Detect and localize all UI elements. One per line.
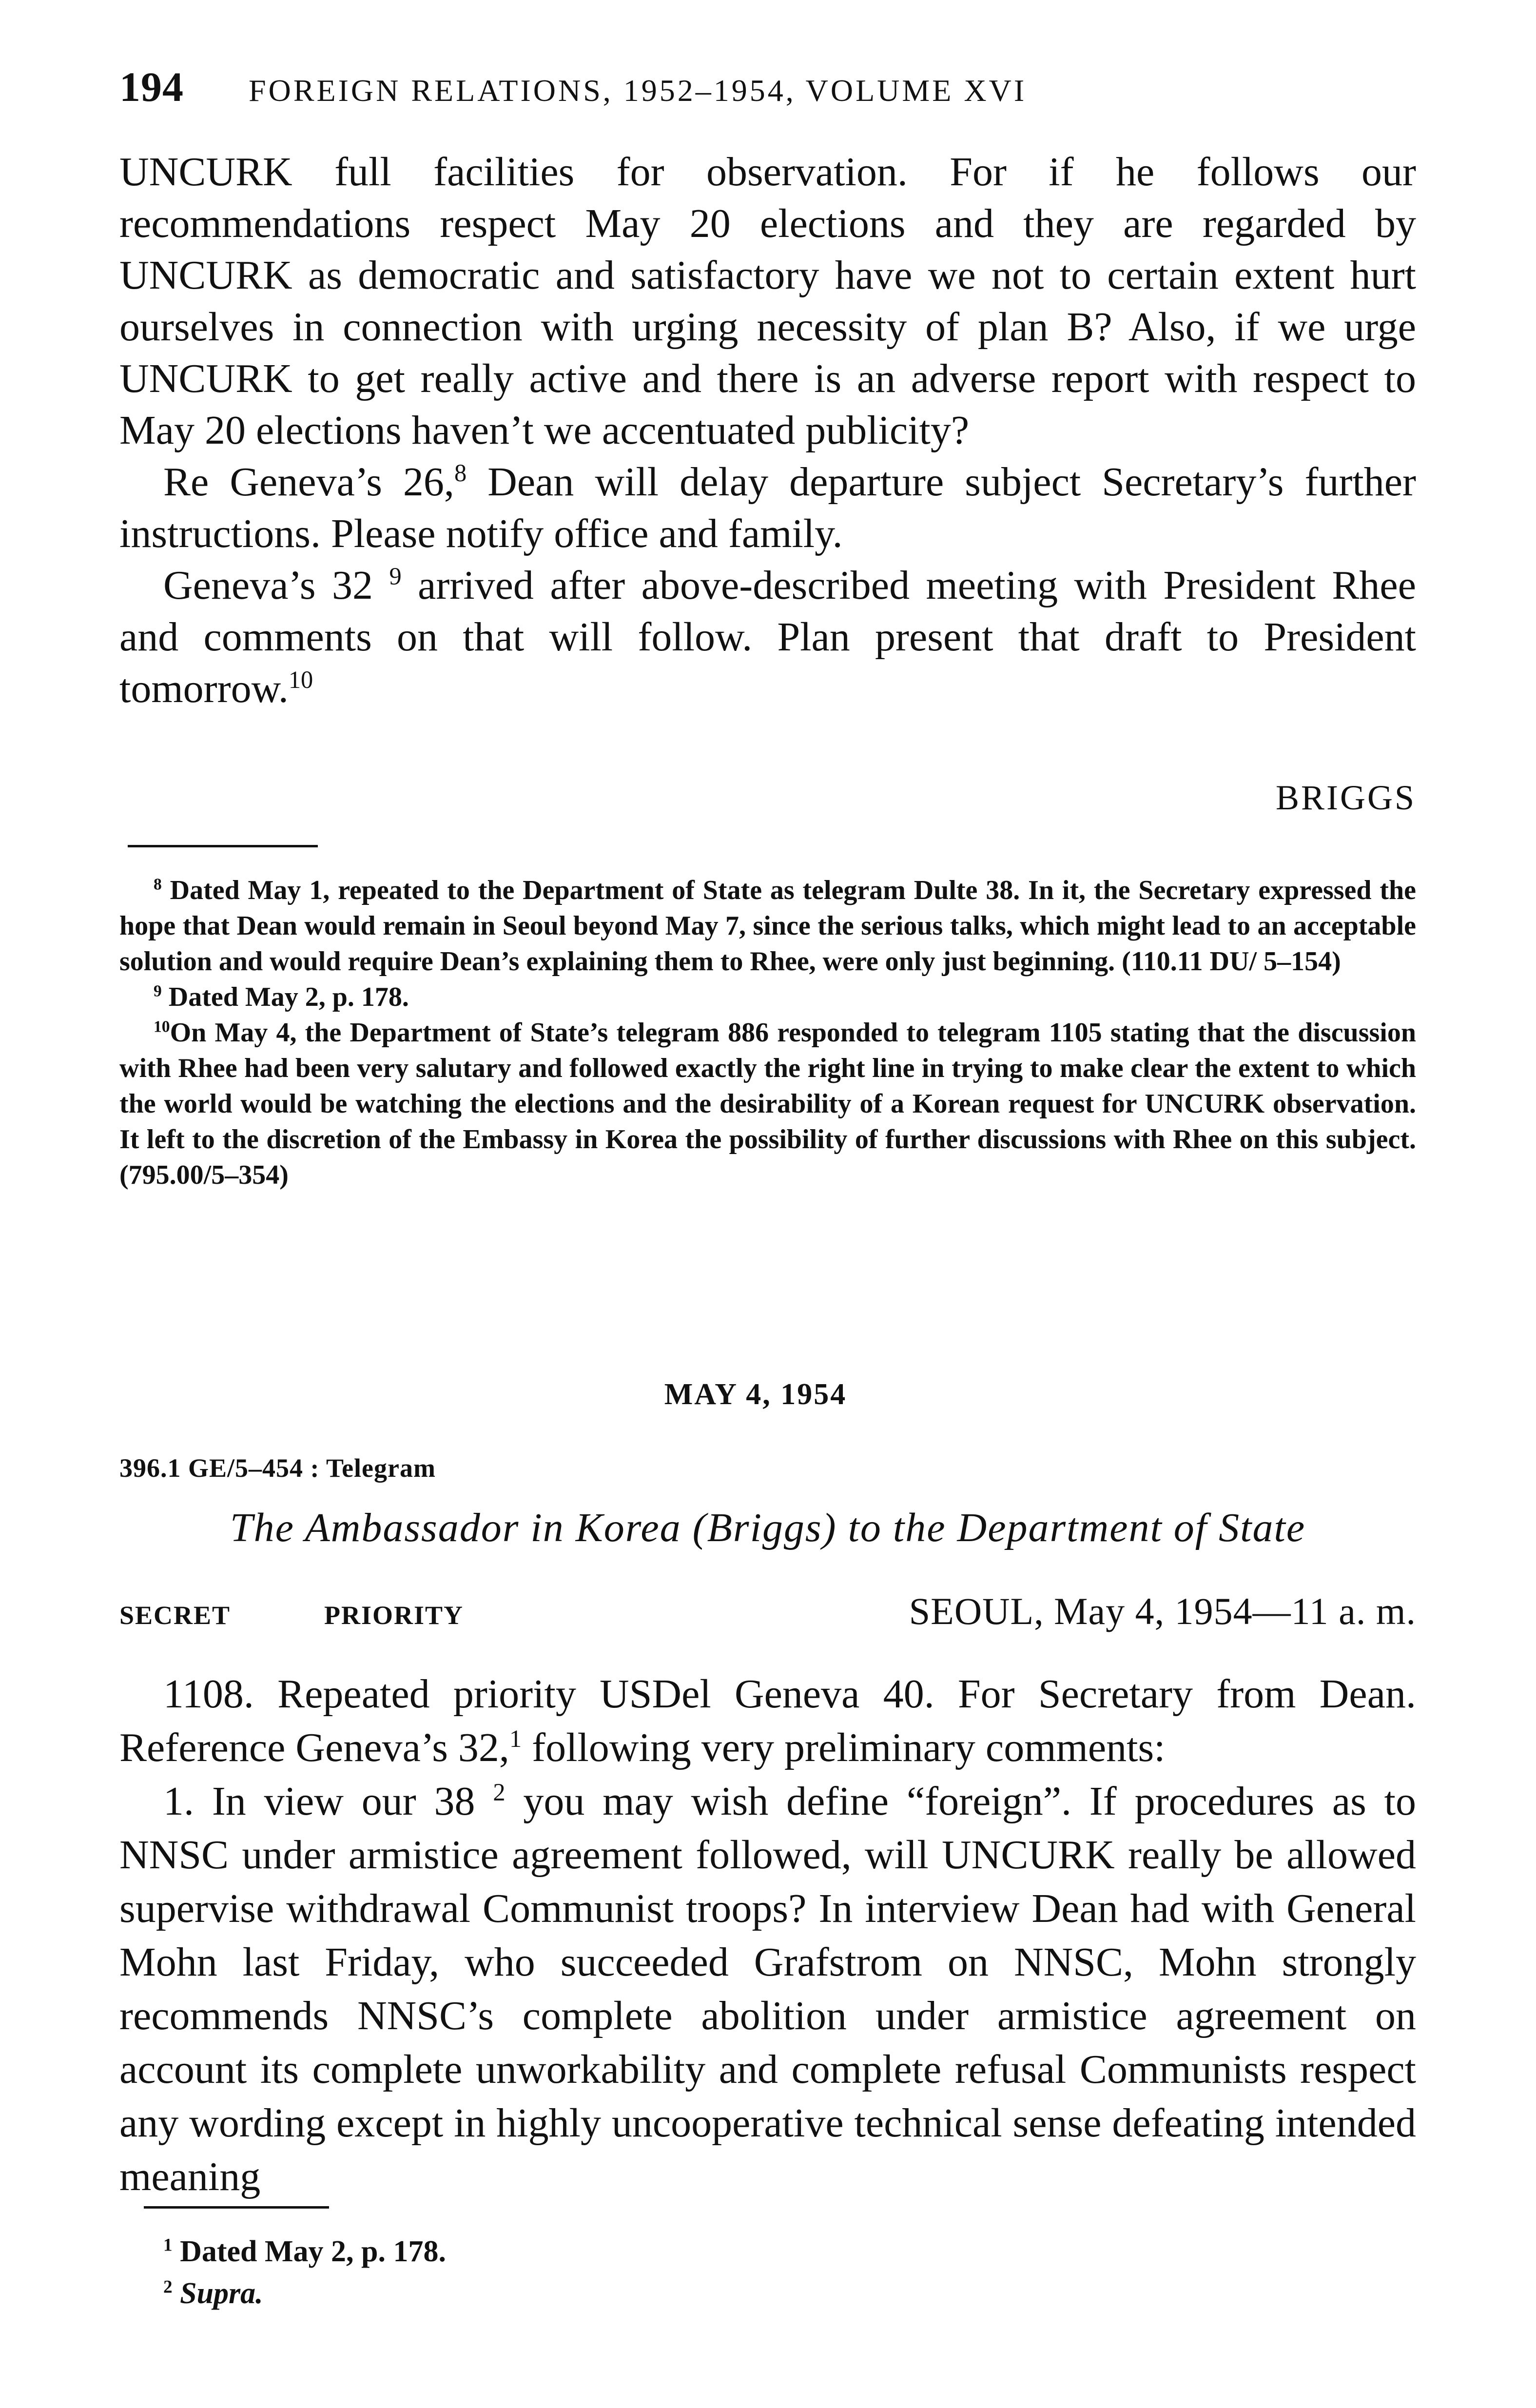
body-paragraph: UNCURK full facilities for observation. For if he follows our recommendations respect May 20 elections and they are regarded by UNCURK as democratic and satisfactory have we not to certain extent hurt ourselves in connection with urging necessity of plan B? Also, if we urge UNCURK to get really active and there is an adverse report with respect to May 20 elections haven’t we accentuated publicity? [119,149,1416,453]
page-header [119,62,1416,116]
footnote: $^9$ Dated May 2, p. 178. [154,982,409,1012]
telegram-body [119,1667,1416,2204]
body-paragraph: Re Geneva’s 26,$^8$ Dean will delay departure subject Secretary’s further instructions. Please notify office and family. [119,459,1416,556]
footnote-reference: 2 [493,1779,506,1806]
body-paragraph: 1. In view our 38 $^2$ you may wish define “foreign”. If procedures as to NNSC under armistice agreement followed, will UNCURK really be allowed supervise withdrawal Communist troops? In interview Dean had with General Mohn last Friday, who succeeded Grafstrom on NNSC, Mohn strongly recommends NNSC’s complete abolition under armistice agreement on account its complete unworkability and complete refusal Communists respect any wording except in highly uncooperative technical sense defeating intended meaning [119,1779,1417,2199]
running-head: FOREIGN RELATIONS, 1952–1954, VOLUME XVI [249,73,1027,108]
date-heading: MAY 4, 1954 [664,1378,847,1411]
footnote: $^2$ Supra. [163,2277,263,2310]
body-paragraph: Geneva’s 32 $^9$ arrived after above-described meeting with President Rhee and comments on that will follow. Plan present that draft to President tomorrow.$^{10}$ [119,563,1416,711]
footnote-divider [144,2206,329,2209]
body-paragraph: 1108. Repeated priority USDel Geneva 40. For Secretary from Dean. Reference Geneva’s 32,$^1$ following very preliminary comments: [119,1671,1416,1770]
footnote-reference: 8 [454,459,467,487]
footnote: $^1$ Dated May 2, p. 178. [163,2235,447,2268]
footnote-reference: 1 [509,1725,522,1752]
file-reference: 396.1 GE/5–454 : Telegram [119,1453,436,1483]
precedence-label: PRIORITY [324,1601,464,1630]
footnotes-top [119,873,1416,1193]
footnotes-bottom [163,2231,943,2314]
signature: BRIGGS [1275,778,1416,817]
footnote-reference: 10 [288,666,313,693]
classification-label: SECRET [119,1601,231,1630]
classification-row [119,1589,1416,1633]
footnote-divider [128,845,318,847]
place-and-date: SEOUL, May 4, 1954—11 a. m. [909,1590,1416,1632]
page-number: 194 [119,63,184,110]
footnote: $^{10}$On May 4, the Department of State’s telegram 886 responded to telegram 1105 stating that the discussion with Rhee had been very salutary and followed exactly the right line in trying to make clear the extent to which the world would be watching the elections and the desirability of a Korean request for UNCURK observation. It left to the discretion of the Embassy in Korea the possibility of further discussions with Rhee on this subject. (795.00/5–354) [119,1018,1416,1190]
footnote: $^8$ Dated May 1, repeated to the Department of State as telegram Dulte 38. In it, the Secretary expressed the hope that Dean would remain in Seoul beyond May 7, since the serious talks, which might lead to an acceptable solution and would require Dean’s explaining them to Rhee, were only just beginning. (110.11 DU/ 5–154) [119,875,1417,977]
footnote-reference: 9 [389,563,402,590]
document-title: The Ambassador in Korea (Briggs) to the Department of State [230,1505,1306,1550]
continued-telegram-text [119,146,1416,715]
